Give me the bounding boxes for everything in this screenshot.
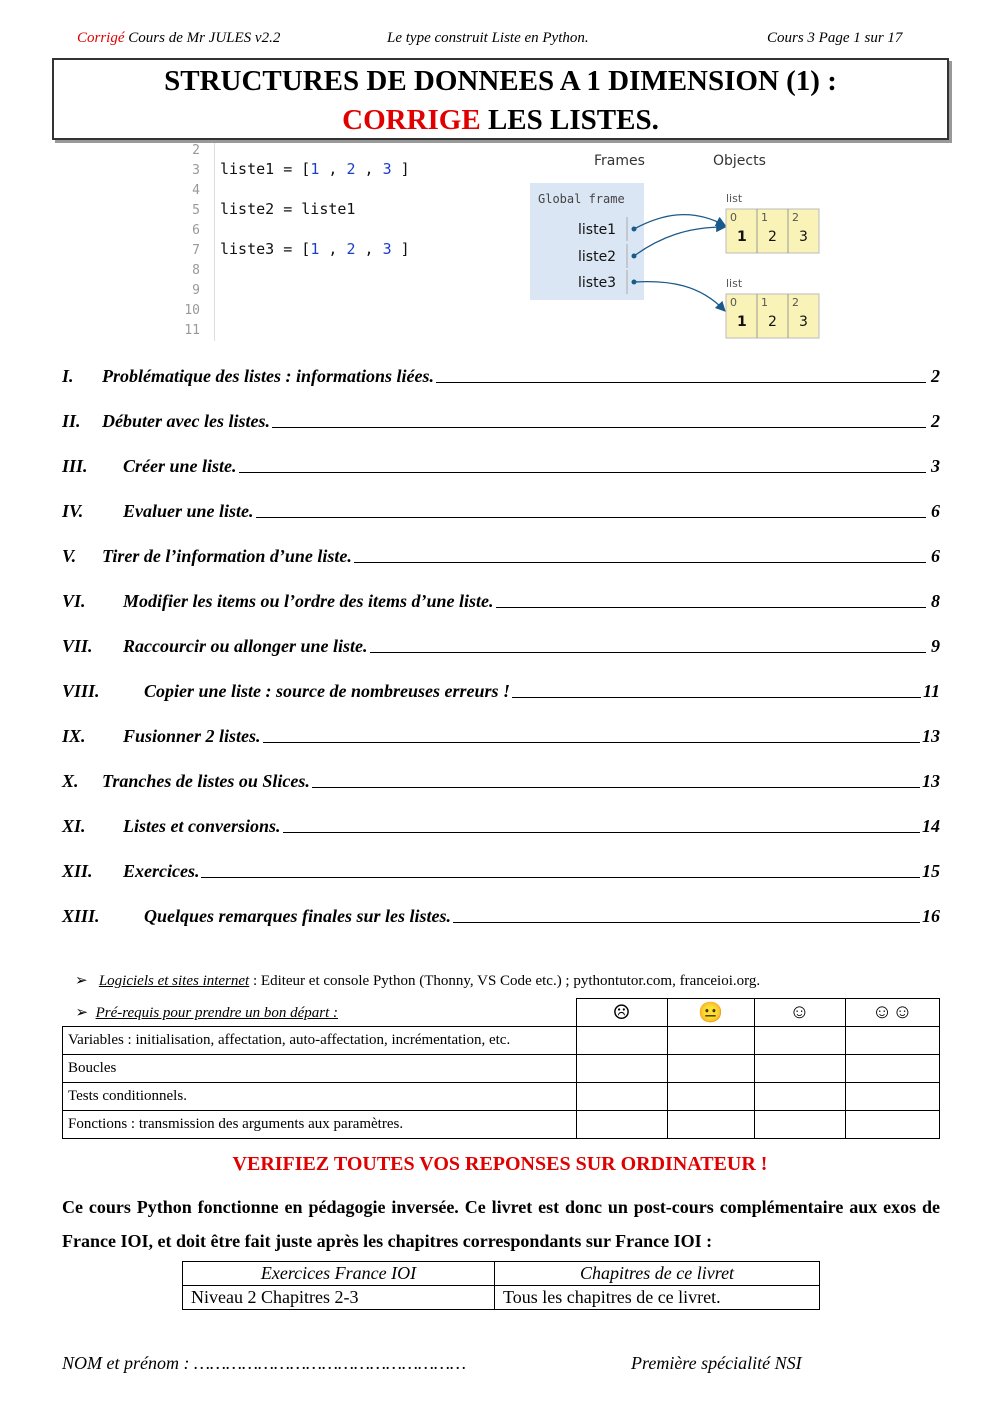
list-object-label: list (726, 192, 743, 205)
rating-cell[interactable] (754, 1027, 845, 1055)
warning-banner: VERIFIEZ TOUTES VOS REPONSES SUR ORDINATEUR ! (232, 1153, 768, 1175)
list-value: 2 (768, 229, 777, 245)
toc-entry[interactable]: V. Tirer de l’information d’une liste. 6 (62, 546, 940, 566)
toc-entry[interactable]: IX. Fusionner 2 listes. 13 (62, 726, 940, 746)
toc-entry[interactable]: III. Créer une liste. 3 (62, 456, 940, 476)
line-number: 5 (192, 203, 200, 218)
line-number: 11 (184, 323, 200, 338)
rating-cell[interactable] (667, 1055, 754, 1083)
code-line-liste1: liste1 = [1 , 2 , 3 ] (220, 160, 410, 178)
rating-cell[interactable] (754, 1055, 845, 1083)
list-object-label: list (726, 277, 743, 290)
ioi-header-chapters: Chapitres de ce livret (495, 1262, 820, 1286)
rating-cell[interactable] (576, 1055, 667, 1083)
toc-entry[interactable]: VI. Modifier les items ou l’ordre des items d’une liste. 8 (62, 591, 940, 611)
list-index: 1 (761, 296, 768, 309)
ioi-cell: Niveau 2 Chapitres 2-3 (183, 1286, 495, 1310)
line-number: 7 (192, 243, 200, 258)
name-field[interactable]: NOM et prénom : …………………………………………… (62, 1353, 467, 1373)
prerequisites-table (62, 998, 940, 1139)
toc-entry[interactable]: VIII. Copier une liste : source de nombreuses erreurs ! 11 (62, 681, 940, 701)
arrow-bullet-icon: ➢ (75, 973, 88, 989)
intro-paragraph: Ce cours Python fonctionne en pédagogie inversée. Ce livret est donc un post-cours complémentaire aux exos de France IOI, et doit être fait juste après les chapitres correspondants sur France IOI : (62, 1197, 940, 1251)
toc-entry[interactable]: II. Débuter avec les listes. 2 (62, 411, 940, 431)
line-number: 3 (192, 163, 200, 178)
global-frame-label: Global frame (538, 192, 625, 206)
prereq-item: Tests conditionnels. (63, 1083, 577, 1111)
prereq-item: Fonctions : transmission des arguments aux paramètres. (63, 1111, 577, 1139)
code-snippet (168, 143, 508, 341)
frames-objects-diagram (510, 145, 840, 345)
header-center: Le type construit Liste en Python. (387, 30, 589, 46)
list-index: 1 (761, 211, 768, 224)
toc-entry[interactable]: IV. Evaluer une liste. 6 (62, 501, 940, 521)
rating-cell[interactable] (667, 1027, 754, 1055)
title-line2: CORRIGE LES LISTES. (342, 104, 659, 136)
line-number: 2 (192, 143, 200, 158)
header-right: Cours 3 Page 1 sur 17 (767, 30, 903, 46)
pythontutor-visualization (510, 145, 840, 345)
double-smile-icon: ☺☺ (845, 999, 940, 1027)
line-number: 9 (192, 283, 200, 298)
toc-entry[interactable]: X. Tranches de listes ou Slices. 13 (62, 771, 940, 791)
neutral-face-icon: 😐 (667, 999, 754, 1027)
table-row (63, 1083, 940, 1111)
toc-entry[interactable]: I. Problématique des listes : informations liées. 2 (62, 366, 940, 386)
ioi-header-exercises: Exercices France IOI (183, 1262, 495, 1286)
table-row (63, 1055, 940, 1083)
table-row (63, 1111, 940, 1139)
title-box (52, 58, 949, 140)
rating-cell[interactable] (667, 1111, 754, 1139)
var-liste1: liste1 (578, 222, 617, 238)
list-value: 1 (737, 229, 747, 245)
rating-cell[interactable] (576, 1111, 667, 1139)
list-index: 2 (792, 211, 799, 224)
list-value: 3 (799, 314, 808, 330)
line-number: 6 (192, 223, 200, 238)
rating-cell[interactable] (754, 1111, 845, 1139)
objects-heading: Objects (713, 153, 766, 169)
table-row (183, 1286, 820, 1310)
rating-cell[interactable] (576, 1027, 667, 1055)
var-liste2: liste2 (578, 249, 617, 265)
toc-entry[interactable]: XIII. Quelques remarques finales sur les listes. 16 (62, 906, 940, 926)
list-value: 2 (768, 314, 777, 330)
rating-cell[interactable] (845, 1027, 940, 1055)
header-left: Corrigé Cours de Mr JULES v2.2 (77, 30, 281, 46)
rating-cell[interactable] (667, 1083, 754, 1111)
rating-cell[interactable] (845, 1083, 940, 1111)
list-value: 1 (737, 314, 747, 330)
title-line1: STRUCTURES DE DONNEES A 1 DIMENSION (1) : (164, 65, 837, 97)
arrow-bullet-icon: ➢ (75, 1004, 89, 1021)
toc-entry[interactable]: XII. Exercices. 15 (62, 861, 940, 881)
france-ioi-table (182, 1261, 820, 1310)
sad-face-icon: ☹ (576, 999, 667, 1027)
table-row (63, 1027, 940, 1055)
line-number: 8 (192, 263, 200, 278)
software-bullet: ➢ Logiciels et sites internet : Editeur et console Python (Thonny, VS Code etc.) ; pythontutor.com, franceioi.org. (75, 973, 761, 989)
rating-cell[interactable] (754, 1083, 845, 1111)
smile-face-icon: ☺ (754, 999, 845, 1027)
list-value: 3 (799, 229, 808, 245)
ioi-cell: Tous les chapitres de ce livret. (495, 1286, 820, 1310)
line-number: 4 (192, 183, 200, 198)
list-index: 2 (792, 296, 799, 309)
code-line-liste3: liste3 = [1 , 2 , 3 ] (220, 240, 410, 258)
frames-heading: Frames (594, 153, 645, 169)
line-number: 10 (184, 303, 200, 318)
course-level: Première spécialité NSI (631, 1353, 802, 1373)
rating-cell[interactable] (576, 1083, 667, 1111)
list-index: 0 (730, 211, 737, 224)
prereq-item: Boucles (63, 1055, 577, 1083)
rating-cell[interactable] (845, 1055, 940, 1083)
toc-entry[interactable]: VII. Raccourcir ou allonger une liste. 9 (62, 636, 940, 656)
toc-entry[interactable]: XI. Listes et conversions. 14 (62, 816, 940, 836)
list-index: 0 (730, 296, 737, 309)
prereq-item: Variables : initialisation, affectation, auto-affectation, incrémentation, etc. (63, 1027, 577, 1055)
prereq-label: Pré-requis pour prendre un bon départ : (95, 1004, 339, 1021)
var-liste3: liste3 (578, 275, 617, 291)
code-line-liste2: liste2 = liste1 (220, 200, 356, 218)
rating-cell[interactable] (845, 1111, 940, 1139)
